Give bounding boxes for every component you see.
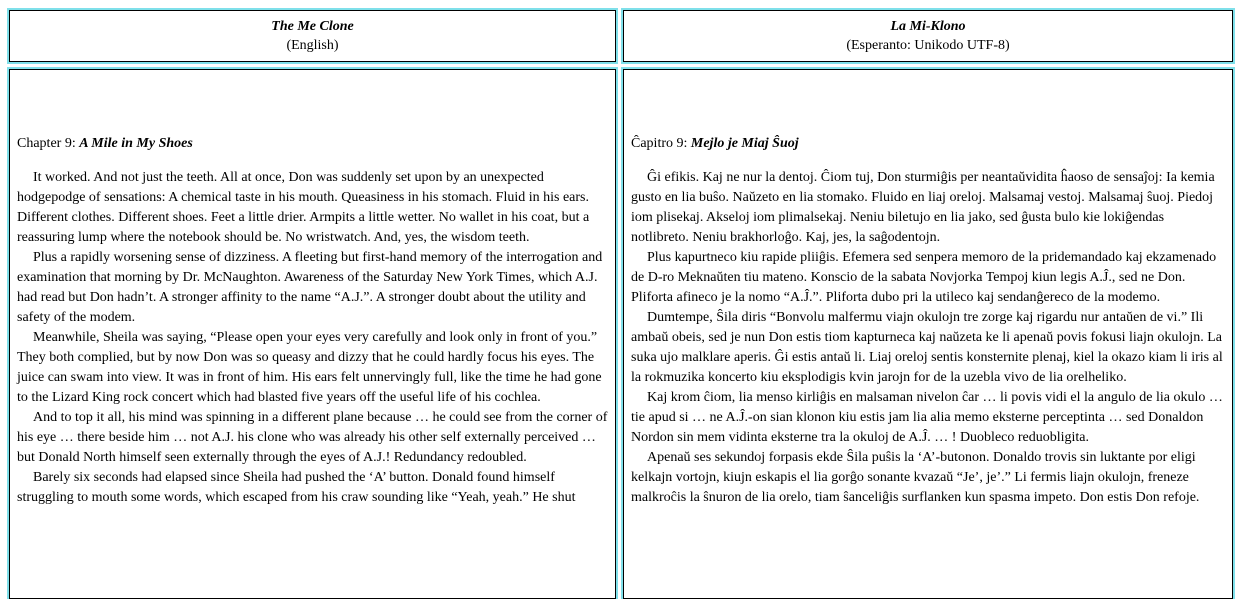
right-paragraph: Plus kapurtneco kiu rapide pliiĝis. Efemera sed senpera memoro de la pridemandado kaj ekzamenado de D-ro Meknaŭten tiu mateno. Konscio de la sabata Novjorka Tempoj kiun legis A.Ĵ., sed ne Don. Pliforta afineco je la nomo “A.Ĵ.”. Pliforta dubo pri la utileco kaj sendanĝereco de la modemo. <box>631 250 1217 305</box>
left-paragraph: Meanwhile, Sheila was saying, “Please open your eyes very carefully and look only in front of you.” They both complied, but by now Don was so queasy and dizzy that he could hardly focus his eyes. The juice can swam into view. It was in front of him. His ears felt unnervingly full, like the time he had gone to the Lizard King rock concert which had blasted five years off the useful life of his cochlea. <box>17 330 602 405</box>
left-paragraph: Barely six seconds had elapsed since Sheila had pushed the ‘A’ button. Donald found himself struggling to mouth some words, which escaped from his craw sounding like “Yeah, yeah.” He shut <box>17 470 576 505</box>
left-body-cell <box>9 69 616 599</box>
left-paragraph: It worked. And not just the teeth. All at once, Don was suddenly set upon by an unexpected hodgepodge of sensations: A chemical taste in his mouth. Queasiness in his stomach. Fluid in his ears. Different clothes. Different shoes. Feet a little drier. Armpits a little wetter. No wallet in his coat, but a reassuring lump where the notebook should be. No wristwatch. And, yes, the wisdom teeth. <box>17 170 590 245</box>
right-subtitle: (Esperanto: Unikodo UTF-8) <box>846 38 1010 53</box>
right-body-cell <box>623 69 1233 599</box>
left-title: The Me Clone <box>271 19 354 34</box>
left-chapter-prefix: Chapter 9: <box>17 136 80 151</box>
right-paragraph: Kaj krom ĉiom, lia menso kirliĝis en malsaman nivelon ĉar … li povis vidi el la angulo de lia okulo … tie apud si … ne A.Ĵ.-on sian klonon kiu estis jam lia alia memo eksterne perceptinta … sed Donaldon Nordon sin mem vidinta eksterne tra la okuloj de A.Ĵ. … ! Duobleco reduobligita. <box>631 390 1223 445</box>
right-paragraph: Apenaŭ ses sekundoj forpasis ekde Ŝila puŝis la ‘A’-butonon. Donaldo trovis sin luktante por eligi kelkajn vortojn, kiujn eskapis el lia gorĝo sonante kvazaŭ “Je’, je’.” Li fermis liajn okulojn, freneze malkroĉis la ŝnuron de lia orelo, tiam ŝanceliĝis surflanken kun spasma impeto. Don estis Don refoje. <box>631 450 1200 505</box>
right-title: La Mi-Klono <box>890 19 966 34</box>
left-chapter-heading <box>17 134 608 154</box>
left-paragraph: Plus a rapidly worsening sense of dizziness. A fleeting but first-hand memory of the interrogation and examination that morning by Dr. McNaughton. Awareness of the Saturday New York Times, which A.J. had read but Don hadn’t. A stronger affinity to the name “A.J.”. A stronger doubt about the utility and safety of the modem. <box>17 250 603 325</box>
right-paragraph: Dumtempe, Ŝila diris “Bonvolu malfermu viajn okulojn tre zorge kaj rigardu nur antaŭen de vi.” Ili ambaŭ obeis, sed je nun Don estis tiom kapturneca kaj naŭzeta ke li apenaŭ povis fokusi liajn okulojn. La suka ujo malklare aperis. Ĝi estis antaŭ li. Liaj oreloj sentis konsternite plenaj, kiel la okazo kiam li iris al la rokmuzika koncerto kiu eksplodigis kvin jarojn for de la uzebla vivo de lia orelheliko. <box>631 310 1223 385</box>
right-paragraph: Ĝi efikis. Kaj ne nur la dentoj. Ĉiom tuj, Don sturmiĝis per neantaŭvidita ĥaoso de sensaĵoj: Ia kemia gusto en lia buŝo. Naŭzeto en lia stomako. Fluido en liaj oreloj. Malsamaj vestoj. Malsamaj ŝuoj. Piedoj iom plisekaj. Akseloj iom plimalsekaj. Neniu biletujo en lia jako, sed ĝusta bulo kie lokiĝendas notlibreto. Neniu brakhorloĝo. Kaj, jes, la saĝodentojn. <box>631 170 1215 245</box>
right-chapter-prefix: Ĉapitro 9: <box>631 136 691 151</box>
right-header-cell <box>623 10 1233 62</box>
right-chapter-heading <box>631 134 1225 154</box>
right-chapter-title: Mejlo je Miaj Ŝuoj <box>690 136 799 151</box>
left-paragraph: And to top it all, his mind was spinning in a different plane because … he could see from the corner of his eye … there beside him … not A.J. his clone who was already his other self externally perceived … but Donald North himself seen externally through the eyes of A.J.! Redundancy redoubled. <box>17 410 608 465</box>
left-chapter-title: A Mile in My Shoes <box>79 136 193 151</box>
left-header-cell <box>9 10 616 62</box>
left-subtitle: (English) <box>286 38 339 53</box>
